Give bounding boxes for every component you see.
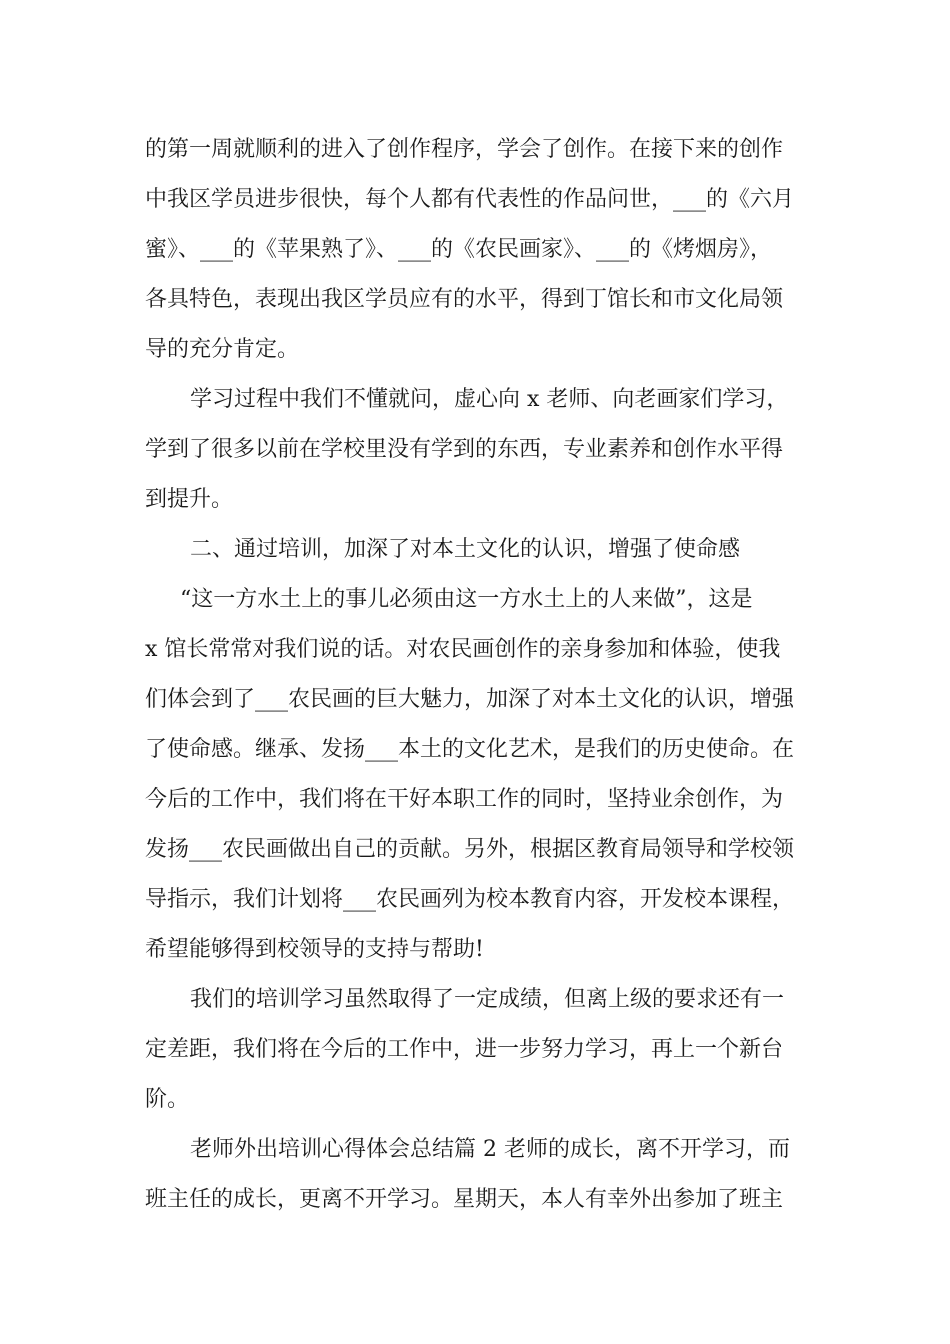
text-line: [0, 480, 950, 520]
line-text: 的第一周就顺利的进入了创作程序，学会了创作。在接下来的创作: [145, 137, 784, 162]
line-text: 发扬___农民画做出自己的贡献。另外，根据区教育局领导和学校领: [145, 837, 795, 862]
line-text: 蜜》、___的《苹果熟了》、___的《农民画家》、___的《烤烟房》，: [145, 237, 773, 262]
line-text: 阶。: [145, 1087, 190, 1112]
text-line: [0, 780, 950, 820]
text-line: [0, 130, 950, 170]
text-line: [0, 980, 950, 1020]
line-text: 中我区学员进步很快，每个人都有代表性的作品问世，___的《六月: [145, 187, 795, 212]
line-text: 今后的工作中，我们将在干好本职工作的同时，坚持业余创作，为: [145, 787, 784, 812]
line-text: 我们的培训学习虽然取得了一定成绩，但离上级的要求还有一: [190, 987, 785, 1012]
text-line: [0, 330, 950, 370]
line-text: 导指示，我们计划将___农民画列为校本教育内容，开发校本课程，: [145, 887, 795, 912]
text-line: [0, 680, 950, 720]
heading-text: 二、通过培训，加深了对本土文化的认识，增强了使命感: [190, 537, 741, 562]
text-line: [0, 630, 950, 670]
line-text: 了使命感。继承、发扬___本土的文化艺术，是我们的历史使命。在: [145, 737, 795, 762]
text-line: [0, 180, 950, 220]
line-text: 定差距，我们将在今后的工作中，进一步努力学习，再上一个新台: [145, 1037, 784, 1062]
line-text: 们体会到了___农民画的巨大魅力，加深了对本土文化的认识，增强: [145, 687, 795, 712]
line-text: 学习过程中我们不懂就问，虚心向 x 老师、向老画家们学习，: [190, 387, 789, 412]
line-text: 各具特色，表现出我区学员应有的水平，得到丁馆长和市文化局领: [145, 287, 784, 312]
text-line: [0, 1030, 950, 1070]
text-line: [0, 1080, 950, 1120]
line-text: 班主任的成长，更离不开学习。星期天，本人有幸外出参加了班主: [145, 1187, 784, 1212]
text-line: [0, 1180, 950, 1220]
text-line: [0, 380, 950, 420]
text-line: [0, 580, 950, 620]
text-line: [0, 880, 950, 920]
line-text: 学到了很多以前在学校里没有学到的东西，专业素养和创作水平得: [145, 437, 784, 462]
line-text: “这一方水土上的事儿必须由这一方水土上的人来做”，这是: [180, 587, 753, 612]
line-text: 到提升。: [145, 487, 234, 512]
text-line: [0, 430, 950, 470]
section-heading: [0, 530, 950, 570]
line-text: 老师外出培训心得体会总结篇 2 老师的成长，离不开学习，而: [190, 1137, 790, 1162]
text-line: [0, 830, 950, 870]
line-text: 导的充分肯定。: [145, 337, 300, 362]
text-line: [0, 230, 950, 270]
line-text: x 馆长常常对我们说的话。对农民画创作的亲身参加和体验，使我: [145, 637, 781, 662]
line-text: 希望能够得到校领导的支持与帮助!: [145, 937, 484, 962]
text-line: [0, 930, 950, 970]
text-line: [0, 280, 950, 320]
text-line: [0, 730, 950, 770]
text-line: [0, 1130, 950, 1170]
